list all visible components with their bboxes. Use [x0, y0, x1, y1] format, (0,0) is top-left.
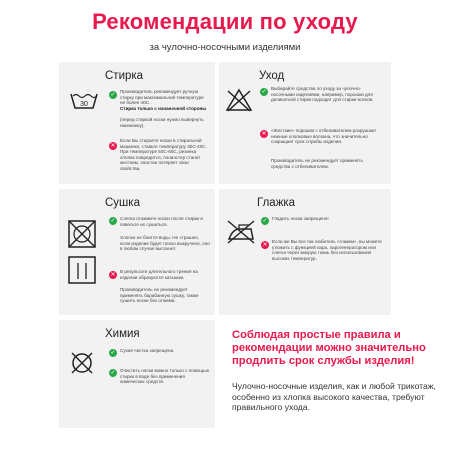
chem-item-1: Сухая чистка запрещена.	[120, 348, 175, 353]
line-dry-icon	[67, 255, 97, 285]
no-iron-icon	[225, 219, 257, 245]
care-item-2: «Жесткие» порошки с отбеливателем разрушают нежные хлопковые волокна, что значительно сокращает срок службы изделия.	[271, 128, 377, 144]
dry-item-2: Хлопок не боится воды. Не страшно, если изделие будет плохо выкручено, оно в любом случае высохнет.	[120, 235, 210, 251]
panel-wash	[59, 62, 215, 184]
panel-care	[219, 62, 391, 184]
svg-text:30: 30	[80, 101, 88, 108]
page-title: Рекомендации по уходу	[92, 9, 358, 34]
dry-item-3: В результате длительного трения на изделии образуются катышки.	[120, 269, 198, 280]
wash-30-icon	[69, 90, 99, 112]
wash-item-4: Если Вы стираете носки в стиральной машинке, ставьте температуру 30С-40С. При температуре 50С-60С, резинка хлопка повредится, полиэстер станет жестким, эластан потеряет свои свойства.	[120, 138, 207, 171]
ok-icon: ✓	[110, 218, 116, 224]
highlight-heading: Соблюдая простые правила и рекомендации можно значительно продлить срок службы изделия!	[232, 329, 426, 367]
wash-item-bold: Стирка только с изнаночной стороны	[120, 106, 207, 111]
chem-item-2: Очистить носки можно только с помощью стирки в воде без применения химических средств.	[120, 368, 210, 384]
no-bleach-icon	[225, 88, 253, 112]
care-item-3: Производитель не рекомендует применять средства с отбеливателем.	[271, 158, 363, 169]
ok-icon: ✓	[262, 218, 268, 224]
iron-item-1: Гладить носки запрещено!	[272, 216, 329, 221]
panel-title-dry: Сушка	[105, 197, 140, 209]
no-icon: ✕	[110, 272, 116, 278]
panel-title-chem: Химия	[105, 328, 140, 340]
ok-icon: ✓	[110, 370, 116, 376]
dry-item-4: Производитель не рекомендует применять барабанную сушку, также сушить носки без отжима.	[120, 287, 199, 303]
ok-icon: ✓	[110, 92, 116, 98]
ok-icon: ✓	[261, 89, 267, 95]
tumble-dry-icon	[67, 219, 97, 249]
highlight-body: Чулочно-носочные изделия, как и любой трикотаж, особенно из хлопка высокого качества, требуют правильного ухода.	[232, 381, 436, 413]
no-icon: ✕	[261, 131, 267, 137]
panel-dry	[59, 189, 215, 315]
care-item-1: Выбирайте средства по уходу за чулочно-носочными изделиями, например, порошки для деликатной стирки подходят для стирки носков.	[271, 86, 374, 102]
panel-title-wash: Стирка	[105, 70, 144, 82]
wash-item-1: Производитель рекомендует ручную стирку при максимальной температуре не более 40С.	[120, 89, 204, 105]
wash-item-tail: (перед стиркой носки нужно вывернуть наизнанку).	[120, 117, 204, 128]
ok-icon: ✓	[110, 350, 116, 356]
no-icon: ✕	[110, 143, 116, 149]
iron-item-2: Если же Вы все так любитель «глажки», вы можете утюжить с функцией пара, парогенератором или слегка через мокрую ткань без использования высоких температур.	[272, 239, 382, 261]
no-icon: ✕	[262, 242, 268, 248]
panel-iron	[219, 189, 391, 315]
dry-item-1: Слегка отожмите носки после стирки и повесьте их сушиться.	[120, 216, 203, 227]
panel-title-iron: Глажка	[257, 197, 296, 209]
no-dry-clean-icon	[69, 350, 95, 376]
panel-title-care: Уход	[259, 70, 285, 82]
page-subtitle: за чулочно-носочными изделиями	[149, 42, 301, 53]
panel-chem	[59, 320, 215, 428]
